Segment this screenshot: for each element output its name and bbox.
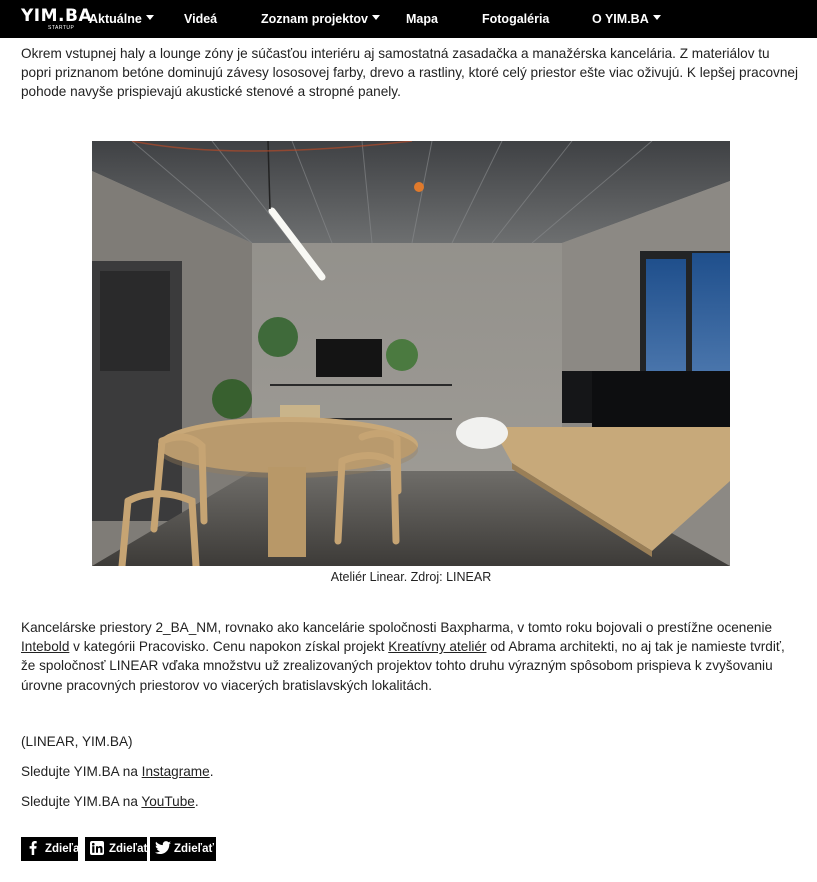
nav-item-aktualne[interactable] <box>89 11 154 27</box>
body-text: Kancelárske priestory 2_BA_NM, rovnako ako kancelárie spoločnosti Baxpharma, v tomto roku bojovali o prestížne ocenenie <box>21 620 773 635</box>
body-paragraph <box>21 618 801 695</box>
nav-item-mapa[interactable] <box>406 11 438 27</box>
nav-item-videa[interactable] <box>184 11 217 27</box>
yimba-logo[interactable] <box>21 6 93 34</box>
share-twitter-button[interactable] <box>150 837 216 861</box>
caret-down-icon <box>653 15 661 20</box>
follow-text: Sledujte YIM.BA na <box>21 794 142 809</box>
nav-label: O YIM.BA <box>592 12 649 26</box>
caret-down-icon <box>146 15 154 20</box>
nav-item-zoznam-projektov[interactable] <box>261 11 380 27</box>
instagram-link[interactable]: Instagrame <box>141 764 210 779</box>
body-text: od Abrama architekti, no aj tak je namieste tvrdiť, že spoločnosť LINEAR vďaka množstvu už zrealizovaných projektov tohto druhu výrazným spôsobom prispieva k zvyšovaniu úrovne pracovných priestorov vo viacerých bratislavských lokalitách. <box>21 639 785 693</box>
nav-label: Videá <box>184 12 218 26</box>
follow-instagram-line <box>21 763 213 781</box>
youtube-link[interactable]: YouTube <box>141 794 195 809</box>
intro-paragraph: Okrem vstupnej haly a lounge zóny je súčasťou interiéru aj samostatná zasadačka a manažérska kancelária. Z materiálov tu popri priznanom betóne dominujú závesy lososovej farby, drevo a rastliny, ktoré celý priestor ešte viac oživujú. K lepšej pracovnej pohode navyše prispievajú akustické stenové a stropné panely. <box>21 46 798 100</box>
nav-item-fotogaleria[interactable] <box>482 11 549 27</box>
linkedin-icon <box>90 841 104 855</box>
top-navbar <box>0 0 817 38</box>
nav-label: Aktuálne <box>89 12 142 26</box>
follow-text: . <box>209 764 214 779</box>
body-text: v kategórii Pracovisko. Cenu napokon získal projekt <box>69 639 389 655</box>
nav-label: Mapa <box>406 12 438 26</box>
follow-text: Sledujte YIM.BA na <box>21 764 142 779</box>
source-line: (LINEAR, YIM.BA) <box>21 734 133 749</box>
caret-down-icon <box>372 15 380 20</box>
kreativny-atelier-link[interactable]: Kreatívny ateliér <box>388 639 487 655</box>
twitter-icon <box>155 841 171 855</box>
logo-tagline: STARTUP <box>48 25 75 31</box>
facebook-icon <box>26 841 40 855</box>
image-caption: Ateliér Linear. Zdroj: LINEAR <box>330 570 492 584</box>
share-facebook-button[interactable] <box>21 837 85 861</box>
nav-label: Fotogaléria <box>482 12 550 26</box>
share-label: Zdieľať <box>109 843 149 855</box>
follow-text: . <box>194 794 199 809</box>
intebold-link[interactable]: Intebold <box>21 639 70 655</box>
share-label: Zdieľať <box>45 843 85 855</box>
share-linkedin-button[interactable] <box>85 837 147 861</box>
logo-text: YIM.BA <box>21 6 93 26</box>
follow-youtube-line <box>21 793 199 811</box>
article-photo <box>92 141 730 566</box>
nav-label: Zoznam projektov <box>261 12 368 26</box>
nav-item-o-yimba[interactable] <box>592 11 661 27</box>
share-label: Zdieľať <box>174 843 214 855</box>
